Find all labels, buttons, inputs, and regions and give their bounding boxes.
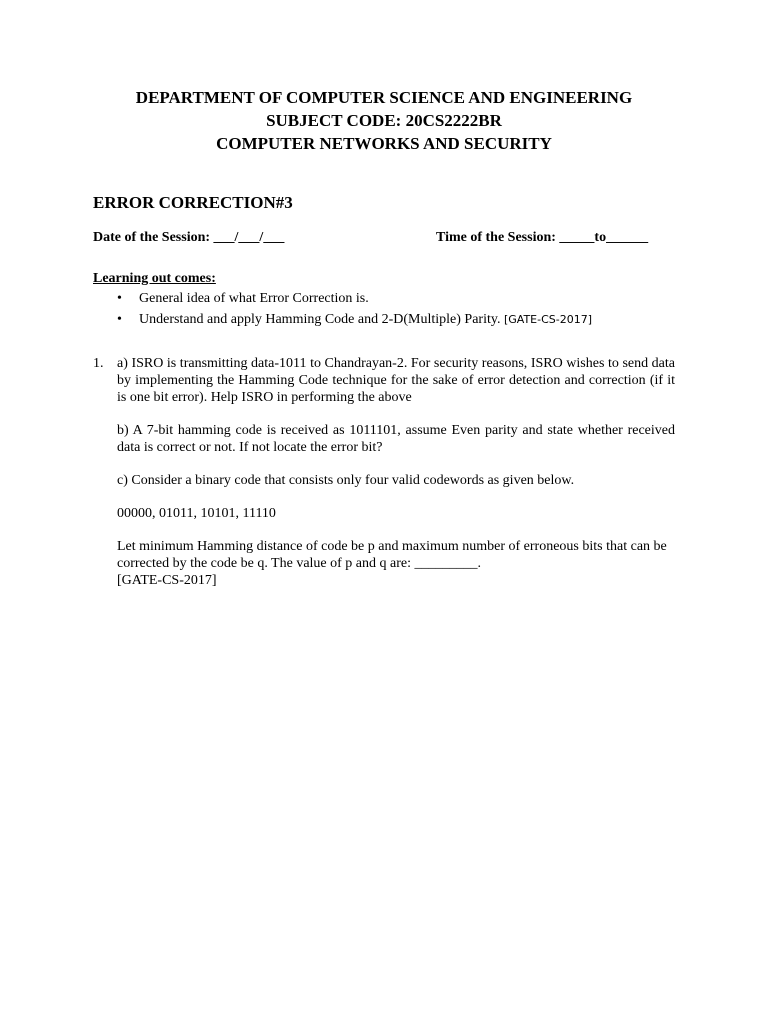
- section-title: ERROR CORRECTION#3: [93, 193, 293, 212]
- question-number: 1.: [93, 356, 104, 371]
- question-part-c-text: Let minimum Hamming distance of code be p and maximum number of erroneous bits that can be corrected by the code be q. The value of p and q are: _________.: [117, 539, 667, 571]
- department-title: DEPARTMENT OF COMPUTER SCIENCE AND ENGINEERING: [135, 88, 633, 107]
- list-item: [93, 290, 693, 308]
- learning-outcomes-list: [93, 290, 693, 332]
- bullet-icon: •: [117, 291, 122, 306]
- session-date-field: Date of the Session: ___/___/___: [93, 230, 285, 245]
- question-part-a: a) ISRO is transmitting data-1011 to Chandrayan-2. For security reasons, ISRO wishes to send data by implementing the Hamming Code technique for the sake of error detection and correction (if it is one bit error). Help ISRO in performing the above: [117, 356, 675, 405]
- gate-reference: [GATE-CS-2017]: [117, 573, 217, 588]
- bullet-icon: •: [117, 312, 122, 327]
- course-title: COMPUTER NETWORKS AND SECURITY: [216, 134, 552, 153]
- question-part-c: c) Consider a binary code that consists only four valid codewords as given below.: [117, 473, 575, 488]
- outcome-text: Understand and apply Hamming Code and 2-D(Multiple) Parity.: [139, 312, 504, 327]
- question-body: [117, 355, 675, 589]
- learning-outcomes-heading: Learning out comes:: [93, 271, 216, 286]
- gate-reference-tag: [GATE-CS-2017]: [503, 313, 593, 326]
- question-1: [93, 355, 675, 605]
- outcome-text: General idea of what Error Correction is.: [139, 291, 369, 306]
- subject-code: SUBJECT CODE: 20CS2222BR: [266, 111, 502, 130]
- question-part-b: b) A 7-bit hamming code is received as 1011101, assume Even parity and state whether received data is correct or not. If not locate the error bit?: [117, 423, 675, 455]
- session-time-field: Time of the Session: _____to______: [436, 230, 649, 245]
- list-item: [93, 311, 693, 329]
- codewords-list: 00000, 01011, 10101, 11110: [117, 506, 276, 521]
- document-header: [0, 86, 768, 155]
